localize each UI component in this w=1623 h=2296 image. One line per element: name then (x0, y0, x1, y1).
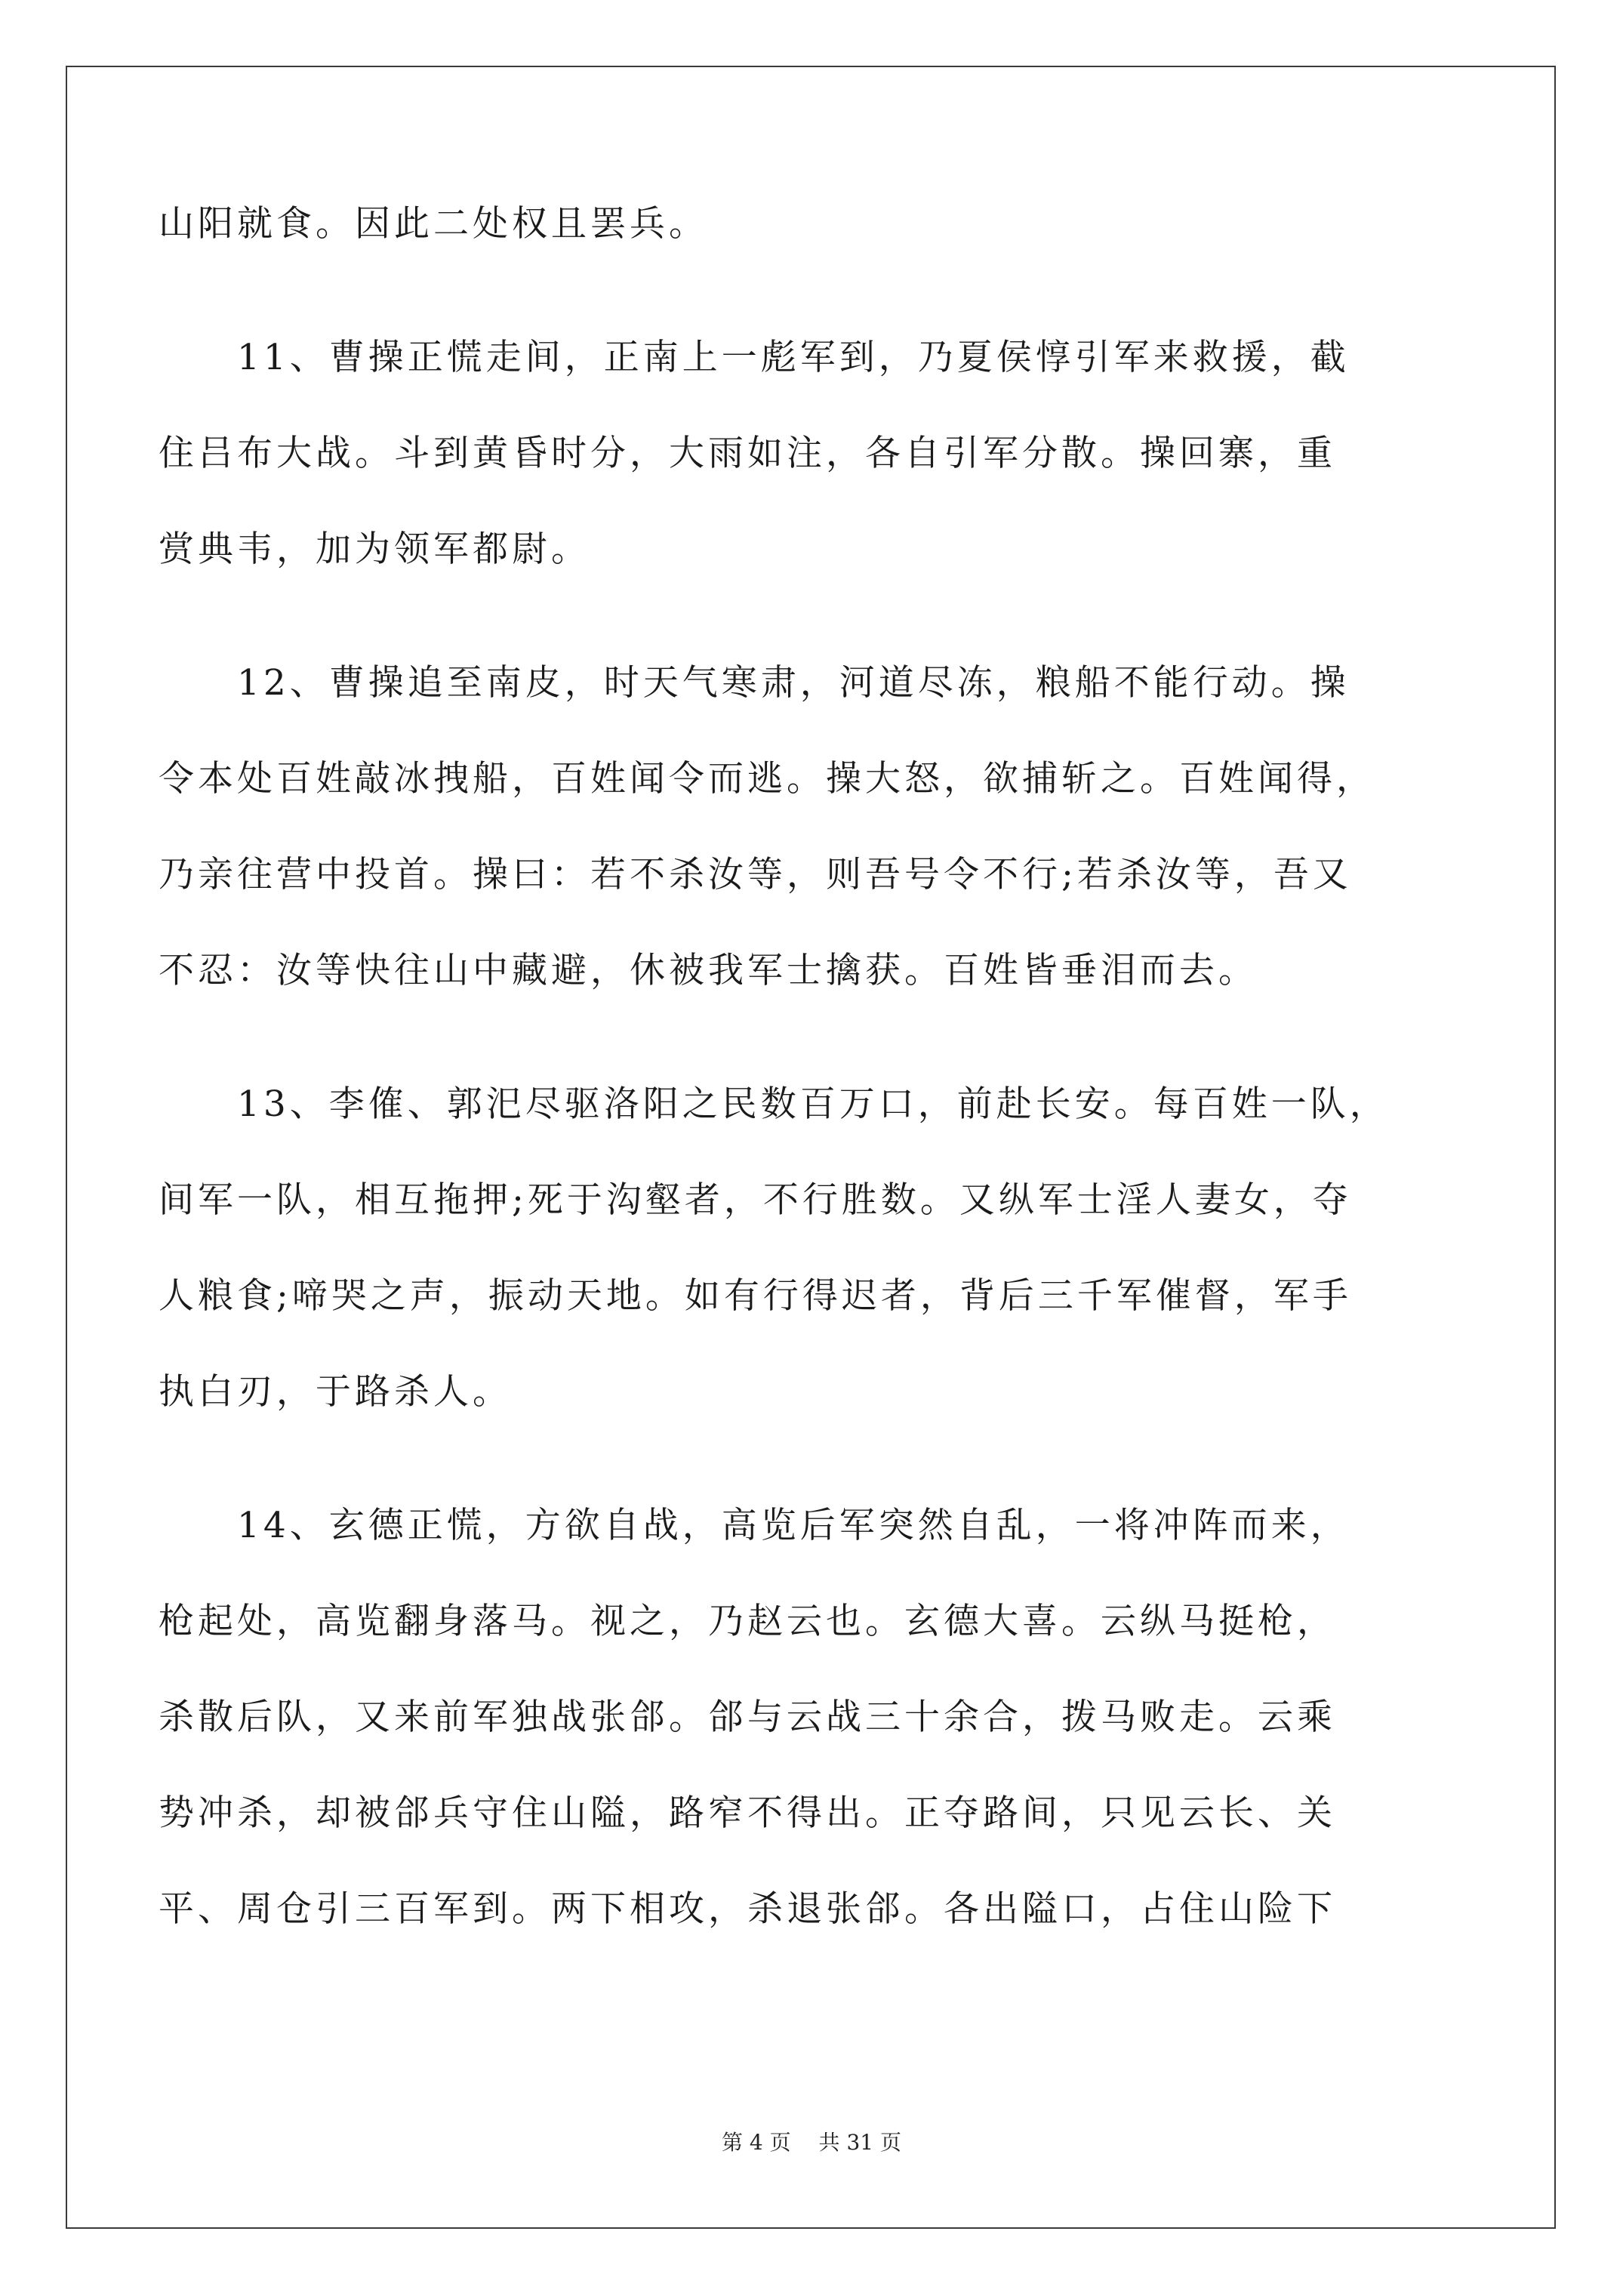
text-line: 执白刃，于路杀人。 (159, 1371, 512, 1413)
document-body (159, 205, 1427, 1986)
page-footer (0, 2131, 1623, 2155)
page-number: 第 4 页 (722, 2130, 791, 2155)
page-total: 共 31 页 (818, 2130, 901, 2155)
text-line: 山阳就食。因此二处权且罢兵。 (159, 203, 708, 245)
text-line: 不忍：汝等快往山中藏避，休被我军士擒获。百姓皆垂泪而去。 (159, 950, 1258, 991)
text-line: 间军一队，相互拖押;死于沟壑者，不行胜数。又纵军士淫人妻女，夺 (159, 1179, 1352, 1221)
text-line: 12、曹操追至南皮，时天气寒肃，河道尽冻，粮船不能行动。操 (159, 662, 1350, 704)
text-line: 枪起处，高览翻身落马。视之，乃赵云也。玄德大喜。云纵马挺枪， (159, 1601, 1336, 1642)
text-line: 乃亲往营中投首。操曰：若不杀汝等，则吾号令不行;若杀汝等，吾又 (159, 854, 1352, 895)
text-line: 人粮食;啼哭之声，振动天地。如有行得迟者，背后三千军催督，军手 (159, 1275, 1352, 1317)
text-line: 14、玄德正慌，方欲自战，高览后军突然自乱，一将冲阵而来， (159, 1505, 1350, 1546)
text-line: 令本处百姓敲冰拽船，百姓闻令而逃。操大怒，欲捕斩之。百姓闻得， (159, 758, 1375, 800)
text-line: 住吕布大战。斗到黄昏时分，大雨如注，各自引军分散。操回寨，重 (159, 433, 1336, 474)
text-line: 11、曹操正慌走间，正南上一彪军到，乃夏侯惇引军来救援，截 (159, 337, 1350, 378)
text-line: 势冲杀，却被郃兵守住山隘，路窄不得出。正夺路间，只见云长、关 (159, 1792, 1336, 1834)
text-line: 杀散后队，又来前军独战张郃。郃与云战三十余合，拨马败走。云乘 (159, 1697, 1336, 1738)
text-line: 平、周仓引三百军到。两下相攻，杀退张郃。各出隘口，占住山险下 (159, 1888, 1336, 1930)
text-line: 赏典韦，加为领军都尉。 (159, 529, 590, 570)
text-line: 13、李傕、郭汜尽驱洛阳之民数百万口，前赴长安。每百姓一队， (159, 1083, 1389, 1125)
